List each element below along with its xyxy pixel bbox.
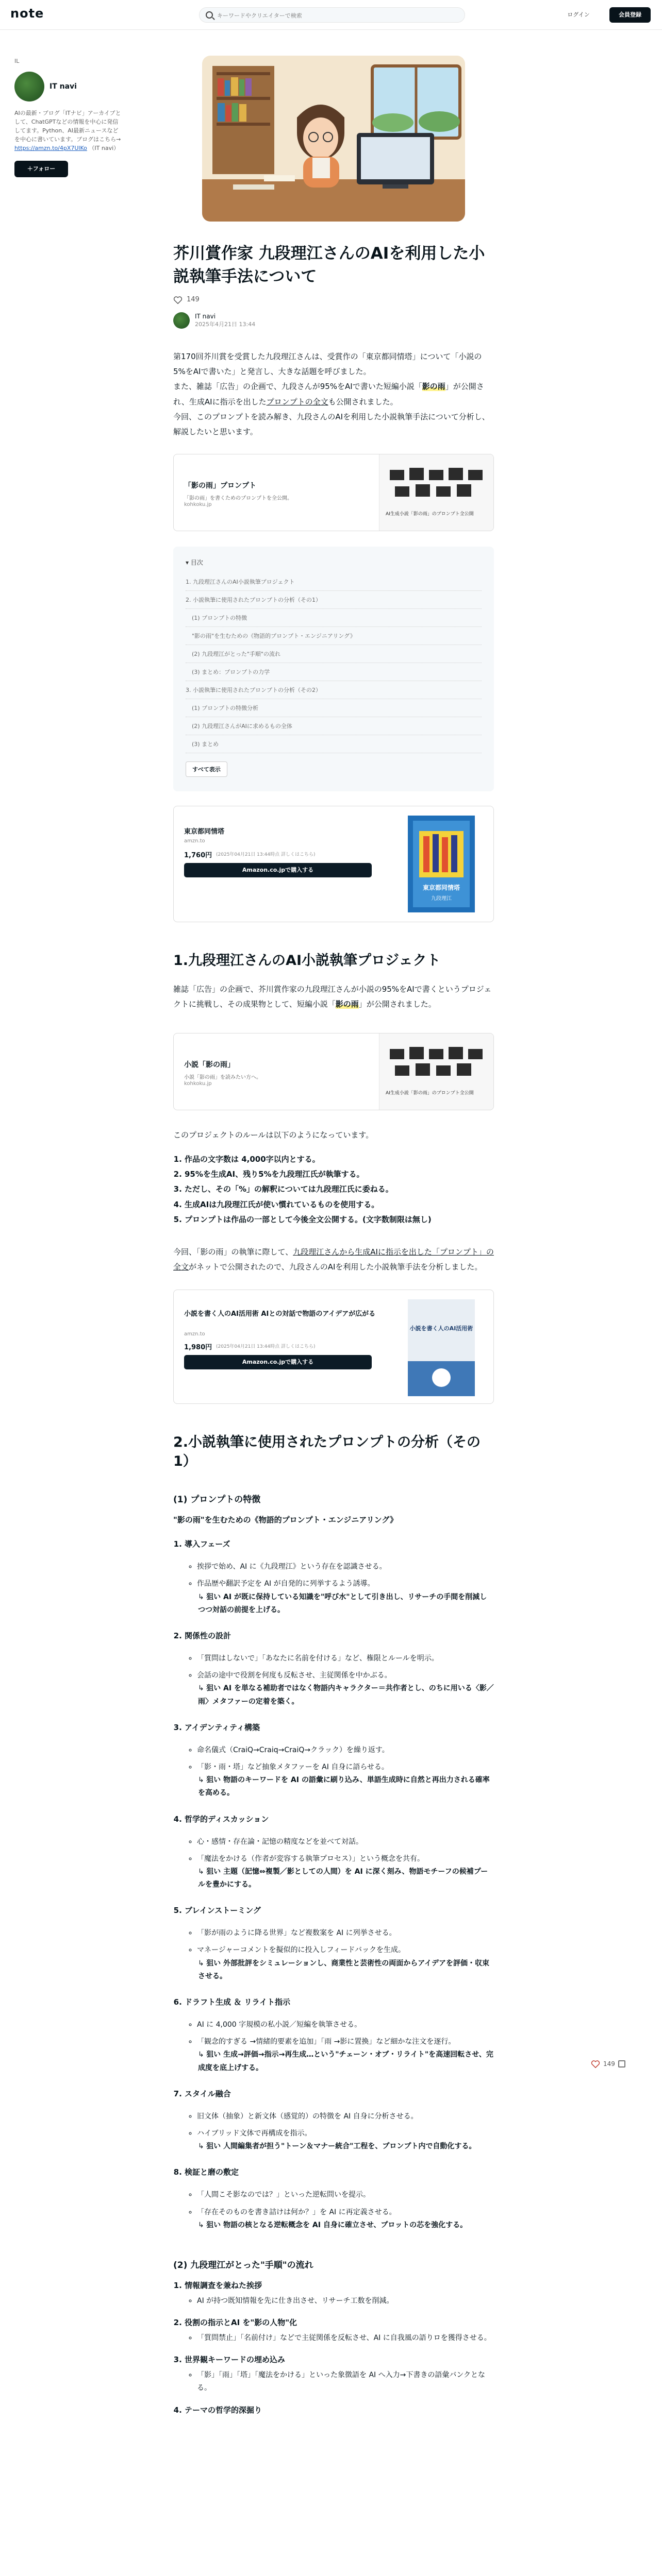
steps-list	[173, 2280, 494, 2415]
embed-desc: 「影の雨」を書くためのプロンプトを全公開。	[184, 496, 292, 502]
embed-thumb-caption: AI生成小説「影の雨」のプロンプト全公開	[386, 512, 474, 517]
phase-item	[185, 1905, 494, 1983]
phase-item	[185, 2088, 494, 2154]
phase-bullet: ◦ 会話の途中で役割を何度も反転させ、主従関係を中かぶる。 ↳ 狙い AI を単なる補助者ではなく物語内キャラクター＝共作者とし、のちに用いる〈影／雨〉メタファーの定着を築く。	[197, 1669, 494, 1708]
product-host: amzn.to	[184, 1331, 205, 1337]
toc-show-all-button[interactable]: すべて表示	[186, 761, 227, 777]
toc-heading[interactable]: ▾ 目次	[186, 559, 203, 567]
subsection-heading-1: (1) プロンプトの特徴	[173, 1495, 261, 1505]
embed-thumb-caption: AI生成小説「影の雨」のプロンプト全公開	[386, 1090, 474, 1096]
phase-title: ブレインストーミング	[185, 1906, 261, 1916]
step-title: 世界観キーワードの埋め込み	[185, 2355, 286, 2365]
author-meta	[173, 312, 494, 329]
intro-p2-b: 」が公開され、生成AIに指示を出した	[173, 382, 484, 406]
phase-point: ↳ 狙い AI を単なる補助者ではなく物語内キャラクター＝共作者とし、のちに用いる〈影／雨〉メタファーの定着を築く。	[198, 1684, 494, 1706]
phase-title: アイデンティティ構築	[185, 1722, 260, 1732]
hero-image	[202, 56, 465, 222]
top-header	[0, 0, 662, 30]
login-button[interactable]: ログイン	[567, 11, 590, 18]
floating-actions	[591, 2060, 625, 2068]
phase-item	[185, 2166, 494, 2232]
product-title: 東京都同情塔	[184, 828, 225, 836]
embed-thumbnail	[379, 454, 493, 531]
phase-point: ↳ 狙い 生成→評価→指示→再生成…という"チェーン・オブ・リライト"を高速回転させ、完成度を底上げする。	[198, 2050, 493, 2072]
phase-bullet: ◦ 「人間こそ影なのでは？」といった逆転問いを提示。	[197, 2189, 494, 2201]
phase-title: 導入フェーズ	[185, 1539, 230, 1549]
step-bullet: ◦ AI が持つ既知情報を先に仕き出させ、リサーチ工数を削減。	[197, 2295, 494, 2308]
phase-point: ↳ 狙い 主題（記憶⇔複製／影としての人間）を AI に深く刻み、物語モチーフの候補プールを豊かにする。	[198, 1867, 488, 1889]
now-p-b: がネットで公開されたので、九段さんのAIを利用した小説執筆手法を分析しました。	[189, 1262, 483, 1272]
intro-p2-highlight: 影の雨	[422, 382, 445, 392]
phase-bullet: ◦ 旧文体（抽象）と新文体（感覚的）の特徴を AI 自身に分析させる。	[197, 2110, 494, 2123]
table-of-contents	[173, 547, 494, 791]
rule-item: 3. ただし、その「%」の解釈については九段理江氏に委ねる。	[185, 1182, 494, 1197]
product-card-2[interactable]	[173, 1290, 494, 1404]
intro-paragraph-3: 今回、このプロンプトを読み解き、九段さんのAIを利用した小説執筆手法について分析し、解説したいと思います。	[173, 412, 490, 437]
link-embed-novel[interactable]	[173, 1033, 494, 1110]
phase-list	[173, 1538, 494, 2232]
step-title: 役割の指示とAI を"影の人物"化	[185, 2318, 297, 2328]
embed-host: kohkoku.jp	[184, 1080, 212, 1087]
phase-title: スタイル融合	[185, 2089, 231, 2098]
hero-illustration	[202, 56, 465, 222]
product-host: amzn.to	[184, 838, 205, 844]
toc-item[interactable]: (2) 九段理江がとった"手順"の流れ	[186, 645, 482, 663]
embed-host: kohkoku.jp	[184, 502, 212, 508]
toc-item[interactable]: 3. 小説執筆に使用されたプロンプトの分析（その2）	[186, 681, 482, 699]
like-count: 149	[187, 296, 200, 304]
author-bio-link[interactable]: https://amzn.to/4pX7UlKo	[14, 145, 87, 152]
book-cover-author: 九段理江	[431, 896, 452, 902]
phase-title: ドラフト生成 ＆ リライト指示	[185, 1997, 290, 2007]
follow-button[interactable]: ＋フォロー	[14, 161, 68, 177]
phase-item	[185, 1722, 494, 1800]
toc-item[interactable]: 1. 九段理江さんのAI小説執筆プロジェクト	[186, 573, 482, 591]
product-date: (2025年04月21日 13:44時点 詳しくはこちら)	[216, 852, 316, 858]
embed-title: 「影の雨」プロンプト	[184, 482, 256, 490]
product-price: 1,760円	[184, 852, 212, 860]
magazine-label: IL	[14, 58, 20, 64]
step-item	[185, 2354, 494, 2395]
link-embed-prompt[interactable]	[173, 454, 494, 531]
project-p-highlight: 影の雨	[335, 999, 359, 1009]
phase-point: ↳ 狙い 物語の核となる逆転概念を AI 自身に確立させ、プロットの芯を強化する。	[198, 2221, 468, 2229]
phase-item	[185, 1630, 494, 1708]
float-heart-icon[interactable]	[591, 2060, 600, 2068]
phase-heading: "影の雨"を生むための《物語的プロンプト・エンジニアリング》	[173, 1515, 398, 1525]
rule-item: 4. 生成AIは九段理江氏が使い慣れているものを使用する。	[185, 1197, 494, 1212]
meta-avatar[interactable]	[173, 312, 190, 329]
phase-title: 検証と磨の敷定	[185, 2167, 239, 2177]
toc-head-label: 目次	[190, 559, 203, 567]
rule-item: 5. プロンプトは作品の一部として今後全文公開する。(文字数制限は無し)	[185, 1212, 494, 1227]
author-name[interactable]: IT navi	[49, 82, 77, 91]
search-icon	[206, 11, 213, 19]
phase-title: 哲学的ディスカッション	[185, 1814, 269, 1824]
search-input[interactable]	[217, 11, 454, 20]
like-row	[173, 296, 494, 304]
phase-bullet: ◦ AI に 4,000 字規模の私小説／短編を執筆させる。	[197, 2019, 494, 2031]
phase-point: ↳ 狙い 外部批評をシミュレーションし、商業性と芸術性の両面からアイデアを評価・収束させる。	[198, 1959, 489, 1980]
product-date: (2025年04月21日 13:44時点 詳しくはこちら)	[216, 1344, 316, 1349]
product-title: 小説を書く人のAI活用術 AIとの対話で物語のアイデアが広がる	[184, 1310, 376, 1318]
phase-item	[185, 1996, 494, 2075]
rules-list	[173, 1152, 494, 1227]
article-title: 芥川賞作家 九段理江さんのAIを利用した小説執筆手法について	[173, 244, 485, 286]
step-item	[185, 2317, 494, 2345]
step-bullet: ◦ 「影」「雨」「塔」「魔法をかける」といった象徴語を AI へ入力→下書きの語彙バンクとなる。	[197, 2369, 494, 2395]
now-p-link[interactable]: 九段理江さんから生成AIに指示を出した「プロンプト」の全文	[173, 1247, 494, 1272]
phase-bullet: ◦ マネージャーコメントを擬似的に投入しフィードバックを生成。 ↳ 狙い 外部批評をシミュレーションし、商業性と芸術性の両面からアイデアを評価・収束させる。	[197, 1944, 494, 1983]
intro-paragraph-1: 第170回芥川賞を受賞した九段理江さんは、受賞作の「東京都同情塔」について「小説の5%をAIで書いた」と発言し、大きな話題を呼びました。	[173, 351, 482, 377]
phase-bullet: ◦ ハイブリッド文体で再構成を指示。 ↳ 狙い 人間編集者が担う"トーン＆マナー統合"工程を、プロンプト内で自動化する。	[197, 2127, 494, 2153]
phase-title: 関係性の設計	[185, 1631, 231, 1641]
section-heading-1: 1.九段理江さんのAI小説執筆プロジェクト	[173, 953, 441, 969]
follow-label: フォロー	[32, 165, 56, 173]
phase-point: ↳ 狙い 人間編集者が担う"トーン＆マナー統合"工程を、プロンプト内で自動化する。	[198, 2142, 476, 2151]
author-bio	[14, 109, 123, 152]
book-cover	[408, 1299, 475, 1396]
rule-item: 1. 作品の文字数は 4,000字以内とする。	[185, 1152, 494, 1167]
toc-item[interactable]: "影の雨"を生むための《物語的プロンプト・エンジニアリング》	[186, 627, 482, 645]
author-avatar[interactable]	[14, 72, 44, 101]
phase-point: ↳ 狙い 物語のキーワードを AI の語彙に刷り込み、単語生成時に自然と再出力される確率を高める。	[198, 1776, 490, 1798]
phase-bullet: ◦ 作品歴や翻訳予定を AI が自発的に列挙するよう誘導。 ↳ 狙い AI が既に保持している知識を"呼び水"として引き出し、リサーチの手間を削減しつつ対話の前提を上げる。	[197, 1578, 494, 1617]
phase-bullet: ◦ 「影・雨・塔」など抽象メタファーを AI 自身に語らせる。 ↳ 狙い 物語のキーワードを AI の語彙に刷り込み、単語生成時に自然と再出力される確率を高める。	[197, 1761, 494, 1800]
book-cover-title: 小説を書く人のAI活用術	[409, 1325, 473, 1332]
phase-item	[185, 1814, 494, 1892]
toc-item[interactable]: (1) プロンプトの特徴	[186, 609, 482, 627]
step-title: 情報調査を兼ねた挨拶	[185, 2280, 262, 2290]
phase-bullet: ◦ 「魔法をかける（作者が変容する執筆プロセス）」という概念を共有。 ↳ 狙い 主題（記憶⇔複製／影としての人間）を AI に深く刻み、物語モチーフの候補プールを豊かにする。	[197, 1853, 494, 1892]
embed-title: 小説「影の雨」	[184, 1060, 235, 1069]
step-item	[185, 2280, 494, 2308]
amazon-buy-button[interactable]: Amazon.co.jpで購入する	[184, 863, 372, 877]
signup-button[interactable]: 会員登録	[609, 7, 651, 23]
project-p-b: 」が公開されました。	[358, 999, 436, 1009]
meta-author-name[interactable]: IT navi	[195, 312, 216, 320]
section-heading-2: 2.小説執筆に使用されたプロンプトの分析（その1）	[173, 1434, 481, 1470]
step-bullet: ◦ 「質問禁止」「名前付け」などで主従関係を反転させ、AI に自我風の語りロを獲得させる。	[197, 2332, 494, 2345]
project-paragraph	[173, 982, 494, 1012]
embed-thumbnail	[379, 1033, 493, 1110]
intro-p2-a: また、雑誌「広告」の企画で、九段さんが95%をAIで書いた短編小説「	[173, 382, 422, 392]
article	[173, 30, 494, 2415]
subsection-heading-2: (2) 九段理江がとった"手順"の流れ	[173, 2260, 313, 2270]
book-cover-title: 東京都同情塔	[422, 884, 460, 892]
intro-p2-link[interactable]: プロンプトの全文	[266, 397, 328, 406]
intro-p2-c: も公開されました。	[328, 397, 398, 406]
author-bio-text: AIの最新・ブログ「ITナビ」アーカイブとして、ChatGPTなどの情報を中心に発信してます。Python、AI最新ニュースなどを中心に書いています。ブログはこちら→	[14, 110, 121, 143]
amazon-buy-button[interactable]: Amazon.co.jpで購入する	[184, 1355, 372, 1369]
project-p-a: 雑誌「広告」の企画で、芥川賞作家の九段理江さんが小説の95%をAIで書くというプロジェクトに挑戦し、その成果物として、短編小説「	[173, 985, 492, 1009]
phase-bullet: ◦ 挨拶で始め、AI に《九段理江》という存在を認識させる。	[197, 1561, 494, 1573]
toc-item[interactable]: (3) まとめ：プロンプトの力学	[186, 663, 482, 681]
now-paragraph	[173, 1245, 494, 1275]
now-p-a: 今回、「影の雨」の執筆に際して、	[173, 1247, 293, 1257]
phase-item	[185, 1538, 494, 1617]
product-price: 1,980円	[184, 1343, 212, 1351]
share-icon[interactable]	[618, 2060, 625, 2067]
phase-bullet: ◦ 「影が雨のように降る世界」など複数案を AI に列挙させる。	[197, 1927, 494, 1940]
toc-item[interactable]: (1) プロンプトの特徴分析	[186, 699, 482, 717]
author-bio-tail: （IT navi）	[89, 145, 120, 152]
heart-icon[interactable]	[173, 296, 183, 304]
search-box[interactable]	[199, 7, 465, 23]
rule-item: 2. 95%を生成AI、残り5%を九段理江氏が執筆する。	[185, 1167, 494, 1182]
toc-item[interactable]: 2. 小説執筆に使用されたプロンプトの分析（その1）	[186, 591, 482, 609]
author-sidebar	[14, 58, 123, 177]
phase-bullet: ◦ 「存在そのものを書き詰けは何か？」を AI に再定義させる。 ↳ 狙い 物語の核となる逆転概念を AI 自身に確立させ、プロットの芯を強化する。	[197, 2206, 494, 2232]
note-logo[interactable]: note	[10, 6, 44, 21]
phase-point: ↳ 狙い AI が既に保持している知識を"呼び水"として引き出し、リサーチの手間を削減しつつ対話の前提を上げる。	[198, 1592, 487, 1614]
step-item	[185, 2404, 494, 2415]
rules-intro: このプロジェクトのルールは以下のようになっています。	[173, 1130, 374, 1140]
embed-desc: 小説「影の雨」を読みたい方へ。	[184, 1074, 261, 1080]
publish-date: 2025年4月21日 13:44	[195, 320, 256, 328]
phase-bullet: ◦ 「観念的すぎる →情緒的要素を追加」「雨 →影に置換」など細かな注文を逐行。 ↳ 狙い 生成→評価→指示→再生成…という"チェーン・オブ・リライト"を高速回転させ、完成度を底上げする。	[197, 2036, 494, 2075]
phase-bullet: ◦ 命名儀式（CraiQ→Craiq→CraiQ→クラック）を繰り返す。	[197, 1744, 494, 1757]
toc-item[interactable]: (3) まとめ	[186, 735, 482, 753]
intro-paragraph-2	[173, 379, 494, 410]
float-like-count: 149	[603, 2060, 615, 2067]
phase-bullet: ◦ 「質問はしないで」「あなたに名前を付ける」など、権限とルールを明示。	[197, 1652, 494, 1665]
book-cover	[408, 816, 475, 912]
product-card-1[interactable]	[173, 806, 494, 922]
toc-item[interactable]: (2) 九段理江さんがAIに求めるもの全体	[186, 717, 482, 735]
step-title: テーマの哲学的深掘り	[185, 2405, 262, 2415]
phase-bullet: ◦ 心・感情・存在論・記憶の精度などを並べて対話。	[197, 1836, 494, 1849]
